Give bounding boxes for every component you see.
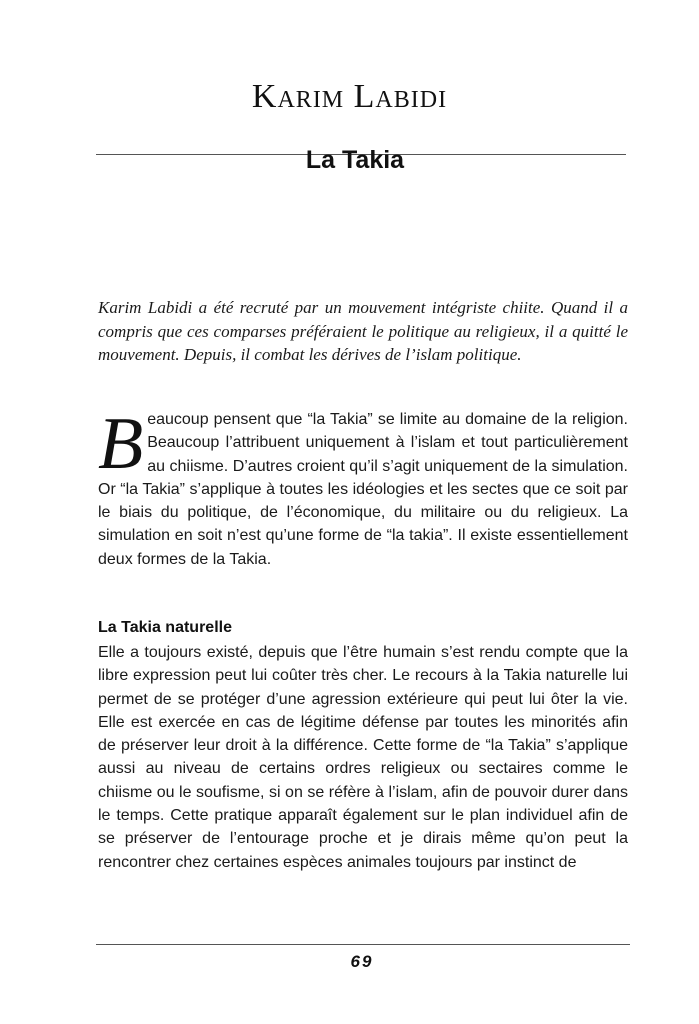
intro-paragraph <box>98 403 628 571</box>
author-abstract: Karim Labidi a été recruté par un mouvement intégriste chiite. Quand il a compris que ces comparses préféraient le politique au religieux, il a quitté le mouvement. Depuis, il combat les dérives de l’islam politique. <box>98 298 628 364</box>
footer-rule <box>96 944 630 945</box>
author-name: Karim Labidi <box>251 78 448 115</box>
section-heading: La Takia naturelle <box>98 619 232 636</box>
intro-text: eaucoup pensent que “la Takia” se limite au domaine de la religion. Beaucoup l’attribuent uniquement à l’islam et tout particulièrement au chiisme. D’autres croient qu’il s’agit uniquement de la simulation. Or “la Takia” s’applique à toutes les idéologies et les sectes que ce soit par le biais du politique, de l’économique, du militaire ou du religieux. La simulation en soit n’est qu’une forme de “la takia”. Il existe essentiellement deux formes de la Takia. <box>98 411 628 568</box>
article-title: La Takia <box>305 146 405 174</box>
page-number: 69 <box>350 952 374 971</box>
drop-cap: B <box>98 403 144 485</box>
section-paragraph: Elle a toujours existé, depuis que l’être humain s’est rendu compte que la libre expression peut lui coûter très cher. Le recours à la Takia naturelle lui permet de se protéger d’une agression extérieure qui peut lui ôter la vie. Elle est exercée en cas de légitime défense par toutes les minorités afin de préserver leur droit à la différence. Cette forme de “la Takia” s’applique aussi au niveau de certains ordres religieux ou sectaires comme le chiisme ou le soufisme, si on se réfère à l’islam, afin de pouvoir durer dans le temps. Cette pratique apparaît également sur le plan individuel afin de se préserver de l’entourage proche et je dirais même qu’on peut la rencontrer chez certaines espèces animales toujours par instinct de <box>98 644 628 871</box>
